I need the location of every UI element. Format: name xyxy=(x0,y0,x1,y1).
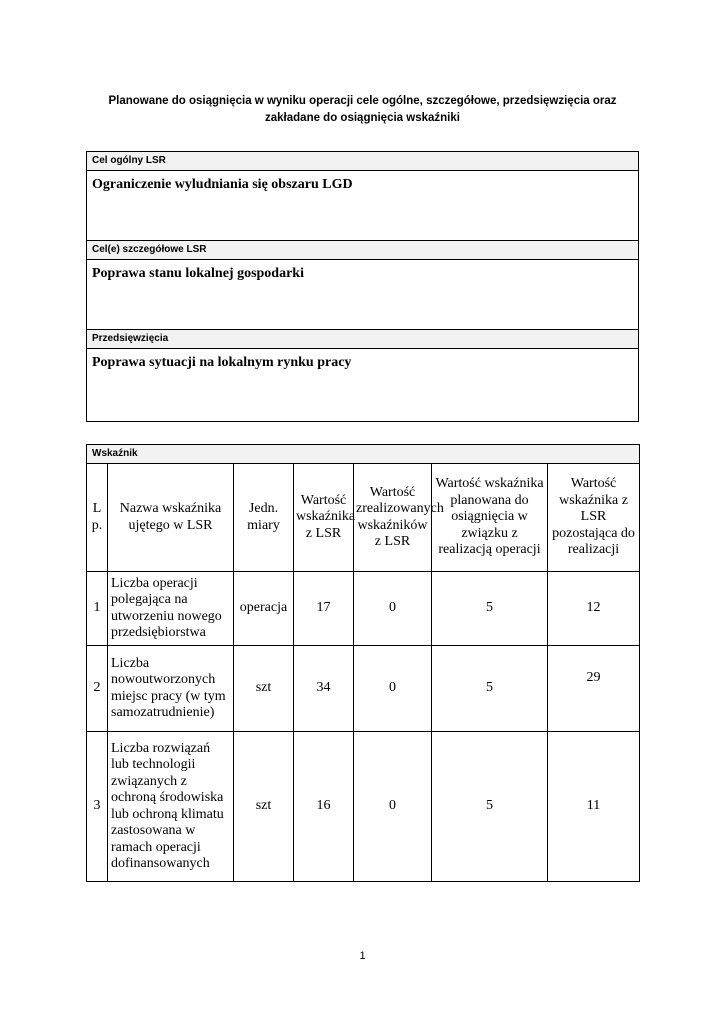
header-unit: Jedn. miary xyxy=(234,464,294,572)
indicators-header-row xyxy=(87,464,640,572)
table-row xyxy=(87,646,640,732)
indicators-table xyxy=(86,444,640,882)
indicator-label: Wskaźnik xyxy=(87,445,640,464)
row-value: 17 xyxy=(294,572,354,646)
row-value: 16 xyxy=(294,732,354,882)
specific-goal-value: Poprawa stanu lokalnej gospodarki xyxy=(87,260,639,330)
general-goal-label: Cel ogólny LSR xyxy=(87,152,639,171)
projects-label: Przedsięwzięcia xyxy=(87,330,639,349)
header-realized: Wartość zrealizowanych wskaźników z LSR xyxy=(354,464,432,572)
row-realized: 0 xyxy=(354,646,432,732)
row-unit: szt xyxy=(234,732,294,882)
row-remaining: 29 xyxy=(548,646,640,732)
page-number: 1 xyxy=(359,950,366,962)
header-planned: Wartość wskaźnika planowana do osiągnięcia w związku z realizacją operacji xyxy=(432,464,548,572)
row-unit: szt xyxy=(234,646,294,732)
table-row xyxy=(87,732,640,882)
header-remaining: Wartość wskaźnika z LSR pozostająca do realizacji xyxy=(548,464,640,572)
goals-table xyxy=(86,151,639,422)
general-goal-value: Ograniczenie wyludniania się obszaru LGD xyxy=(87,171,639,241)
row-name: Liczba operacji polegająca na utworzeniu nowego przedsiębiorstwa xyxy=(108,572,234,646)
row-realized: 0 xyxy=(354,572,432,646)
row-lp: 3 xyxy=(87,732,108,882)
page-title-line-1: Planowane do osiągnięcia w wyniku operacji cele ogólne, szczegółowe, przedsięwzięcia oraz xyxy=(108,95,617,107)
header-lp: L p. xyxy=(87,464,108,572)
table-row xyxy=(87,572,640,646)
specific-goal-label: Cel(e) szczegółowe LSR xyxy=(87,241,639,260)
page-title xyxy=(0,93,725,127)
header-value: Wartość wskaźnika z LSR xyxy=(294,464,354,572)
row-value: 34 xyxy=(294,646,354,732)
row-name: Liczba nowoutworzonych miejsc pracy (w tym samozatrudnienie) xyxy=(108,646,234,732)
page-title-line-2: zakładane do osiągnięcia wskaźniki xyxy=(265,112,460,124)
projects-value: Poprawa sytuacji na lokalnym rynku pracy xyxy=(87,349,639,422)
row-remaining: 12 xyxy=(548,572,640,646)
row-remaining: 11 xyxy=(548,732,640,882)
row-realized: 0 xyxy=(354,732,432,882)
row-name: Liczba rozwiązań lub technologii związanych z ochroną środowiska lub ochroną klimatu zastosowana w ramach operacji dofinansowanych xyxy=(108,732,234,882)
row-planned: 5 xyxy=(432,572,548,646)
row-lp: 1 xyxy=(87,572,108,646)
row-planned: 5 xyxy=(432,732,548,882)
row-planned: 5 xyxy=(432,646,548,732)
row-unit: operacja xyxy=(234,572,294,646)
row-lp: 2 xyxy=(87,646,108,732)
header-name: Nazwa wskaźnika ujętego w LSR xyxy=(108,464,234,572)
